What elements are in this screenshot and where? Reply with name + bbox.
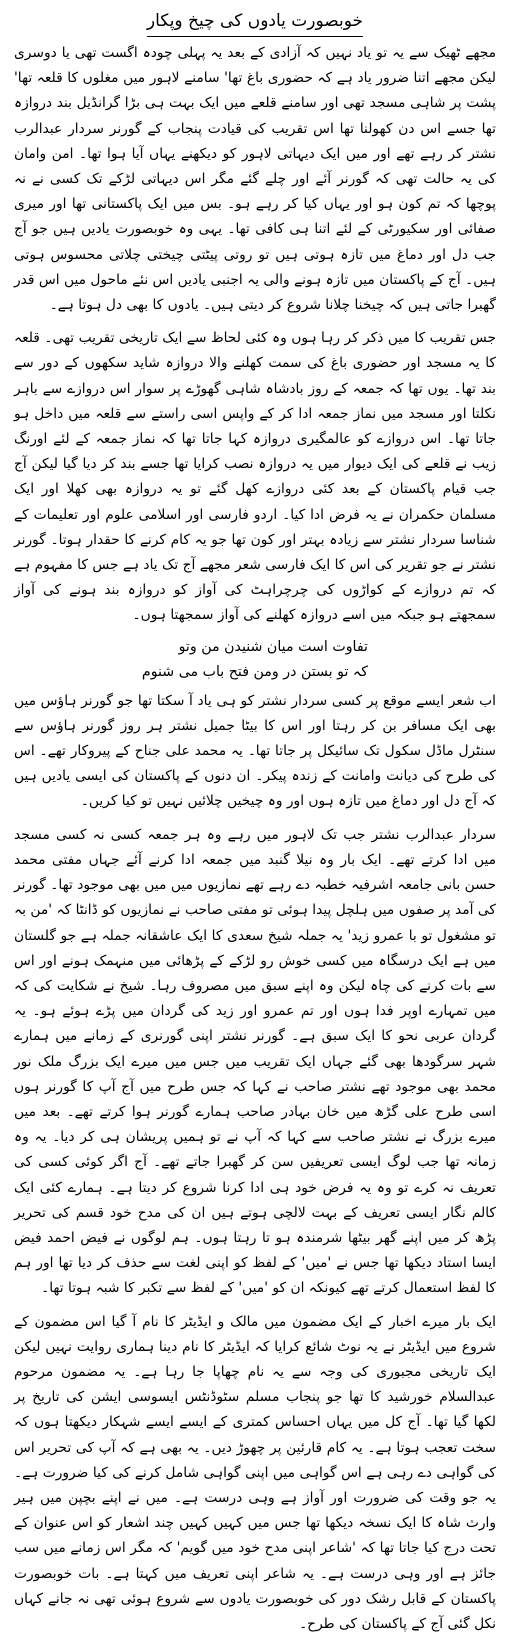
article-title-text: خوبصورت یادوں کی چیخ وپکار: [147, 8, 363, 37]
article-paragraph-4: سردار عبدالرب نشتر جب تک لاہور میں رہے وہ ہر جمعہ کسی نہ کسی مسجد میں ادا کرتے تھے۔ ایک بار وہ نیلا گنبد میں جمعہ ادا کرنے آئے جہاں مفتی محمد حسن بانی جامعہ اشرفیہ خطبہ دے رہے تھے نمازیوں میں میں بھی موجود تھا۔ گورنر کی آمد پر صفوں میں ہلچل پیدا ہوئی تو مفتی صاحب نے نمازیوں کو ڈانٹا کہ 'من بہ تو مشغول تو با عمرو زید' یہ جملہ شیخ سعدی کا ایک عاشقانہ جملہ ہے جو گلستان میں ہے ایک درسگاہ میں کسی خوش رو لڑکے کے پڑھائی میں منہمک ہونے اور اس سے بات کرنے کی چاہ لیکن وہ اپنے سبق میں مصروف رہا۔ شیخ نے شکایت کی کہ میں تمہارے اوپر فدا ہوں اور تم عمرو اور زید کی گردان میں پڑے ہوئے ہو۔ یہ گردان عربی نحو کا ایک سبق ہے۔ گورنر نشتر اپنی گورنری کے زمانے میں ہمارے شہر سرگودھا بھی گئے جہاں ایک تقریب میں جس میں میرے ایک بزرگ ملک نور محمد بھی موجود تھے نشتر صاحب نے کہا کہ جس طرح میں آج آپ کا گورنر ہوں اسی طرح علی گڑھ میں خان بہادر صاحب ہمارے گورنر ہوا کرتے تھے۔ بعد میں میرے بزرگ نے نشتر صاحب سے کہا کہ آپ نے تو ہمیں پریشان ہی کر دیا۔ یہ وہ زمانہ تھا جب لوگ ایسی تعریفیں سن کر گھبرا جاتے تھے۔ آج اگر کوئی کسی کی تعریف نہ کرے تو وہ یہ فرض خود ہی ادا کرنا شروع کر دیتا ہے۔ ہمارے کئی ایک کالم نگار ایسی تعریف کے بہت لالچی ہوتے ہیں ان کی مدح خود قسم کی تحریر پڑھ کر میں اپنے گھر بیٹھا شرمندہ ہو تا رہتا ہوں۔ ہم لوگوں نے فیض احمد فیض ایسا استاد دیکھا تھا جس نے 'میں' کے لفظ کو اپنی لغت سے حذف کر دیا تھا اور ہم کا لفظ استعمال کرتے تھے کیونکہ ان کو 'میں' کے لفظ سے تکبر کا شبہ ہوتا تھا۔: [14, 826, 496, 1297]
article-title: [14, 8, 496, 37]
article-paragraph-1: مجھے ٹھیک سے یہ تو یاد نہیں کہ آزادی کے بعد یہ پہلی چودہ اگست تھی یا دوسری لیکن مجھے اتنا ضرور یاد ہے کہ حضوری باغ تھا' سامنے لاہور میں مغلوں کا قلعہ تھا' پشت پر شاہی مسجد تھی اور سامنے قلعے میں ایک بہت ہی بڑا گرانڈیل بند دروازہ تھا جسے اس دن کھولنا تھا اس تقریب کی قیادت پنجاب کے گورنر سردار عبدالرب نشتر کر رہے تھے اور میں ایک دیہاتی لاہور کو دیکھنے یہاں آیا ہوا تھا۔ امن وامان کی یہ حالت تھی کہ گورنر آئے اور چلے گئے مگر اس دیہاتی لڑکے تک کسی نے نہ پوچھا کہ تم کون ہو اور یہاں کیا کر رہے ہو۔ بس میں ایک پاکستانی تھا اور میری صفائی اور سکیورٹی کے لئے اتنا ہی کافی تھا۔ یہی وہ خوبصورت یادیں ہیں جو آج جب دل اور دماغ میں تازہ ہوتی ہیں تو روتی پیٹتی چیختی چلاتی محسوس ہوتی ہیں۔ آج کے پاکستان میں تازہ ہونے والی یہ اجنبی یادیں اس نئے ماحول میں اس قدر گھبرا جاتی ہیں کہ چیخنا چلانا شروع کر دیتی ہیں۔ یادوں کا بھی دل ہوتا ہے۔: [14, 45, 496, 314]
verse-line-2: کہ تو بستن در ومن فتح باب می شنوم: [141, 663, 368, 680]
article-paragraph-5: ایک بار میرے اخبار کے ایک مضمون میں مالک و ایڈیٹر کا نام آ گیا اس مضمون کے شروع میں ایڈیٹر نے یہ نوٹ شائع کرایا کہ ایڈیٹر کا نام دینا ہماری روایت نہیں لیکن ایک تاریخی مجبوری کی وجہ سے یہ نام چھاپا جا رہا ہے۔ یہ مضمون مرحوم عبدالسلام خورشید کا تھا جو پنجاب مسلم سٹوڈنٹس ایسوسی ایشن کی تاریخ پر لکھا گیا تھا۔ آج کل میں یہاں احساس کمتری کے ایسے ایسے شہکار دیکھتا ہوں کہ سخت تعجب ہوتا ہے۔ یہ کام قارئین پر چھوڑ دیں۔ یہ بھی ہے کہ آپ کی تحریر اس کی گواہی دے رہی ہے اس گواہی میں اپنی گواہی شامل کرنے کی کیا ضرورت ہے۔ یہ جو وقت کی ضرورت اور آواز ہے وہی درست ہے۔ میں نے اپنے بچپن میں ہیر وارث شاہ کا ایک نسخہ دیکھا تھا جس میں کہیں کہیں چند اشعار کو اس عنوان کے تحت درج کیا جاتا تھا کہ 'شاعر اپنی مدح خود میں گویم' کہ مگر اس زمانے میں سب جائز ہے اور وہی درست ہے۔ یہ شاعر اپنی تعریف میں کہتا ہے۔ بات خوبصورت پاکستان کے قابل رشک دور کی خوبصورت یادوں سے شروع ہوئی تھی نہ جانے کہاں نکل گئی آج کے پاکستان کی طرح۔: [14, 1313, 496, 1632]
article-paragraph-2: جس تقریب کا میں ذکر کر رہا ہوں وہ کئی لحاظ سے ایک تاریخی تقریب تھی۔ قلعہ کا یہ مسجد اور حضوری باغ کی سمت کھلنے والا دروازہ شاید سکھوں کے دور سے بند تھا۔ یوں تھا کہ جمعہ کے روز بادشاہ شاہی گھوڑے پر سوار اس دروازے سے باہر نکلتا اور مسجد میں نماز جمعہ ادا کر کے واپس اسی راستے سے قلعہ میں داخل ہو جاتا تھا۔ اس دروازے کو عالمگیری دروازہ کہا جاتا تھا کہ نماز جمعہ کے لئے اورنگ زیب نے قلعے کی ایک دیوار میں یہ دروازہ نصب کرایا تھا جسے بند کر دیا گیا لیکن آج جب قیام پاکستان کے بعد کئی دروازے کھل گئے تو یہ دروازہ بھی کھلا اور ایک مسلمان حکمران نے یہ فرض ادا کیا۔ اردو فارسی اور اسلامی علوم اور تعلیمات کے شناسا سردار نشتر سے زیادہ بہتر اور کون تھا جو یہ کام کرنے کا حقدار ہوتا۔ گورنر نشتر نے جو تقریر کی اس کا ایک فارسی شعر مجھے آج تک یاد ہے جس کا مفہوم ہے کہ تم دروازے کے کواڑوں کی چرچراہٹ کی آواز کو دروازہ بند ہونے کی آواز سمجھتے ہو جبکہ میں اسے دروازہ کھلنے کی آواز سمجھتا ہوں۔: [14, 330, 496, 624]
article-paragraph-3: اب شعر ایسے موقع پر کسی سردار نشتر کو ہی یاد آ سکتا تھا جو گورنر ہاؤس میں بھی ایک مسافر بن کر رہتا اور اس کا بیٹا جمیل نشتر ہر روز گورنر ہاؤس سے سنٹرل ماڈل سکول تک سائیکل پر جاتا تھا۔ یہ محمد علی جناح کے پیروکار تھے۔ اس کی طرح کی دیانت وامانت کے زندہ پیکر۔ ان دنوں کے پاکستان کی ایسی یادیں ہیں کہ آج دل اور دماغ میں تازہ ہوں اور وہ چیخیں چلائیں نہیں تو کیا کریں۔: [14, 692, 496, 810]
verse-line-1: تفاوت است میان شنیدن من وتو: [178, 638, 368, 655]
persian-verse: [14, 635, 496, 685]
